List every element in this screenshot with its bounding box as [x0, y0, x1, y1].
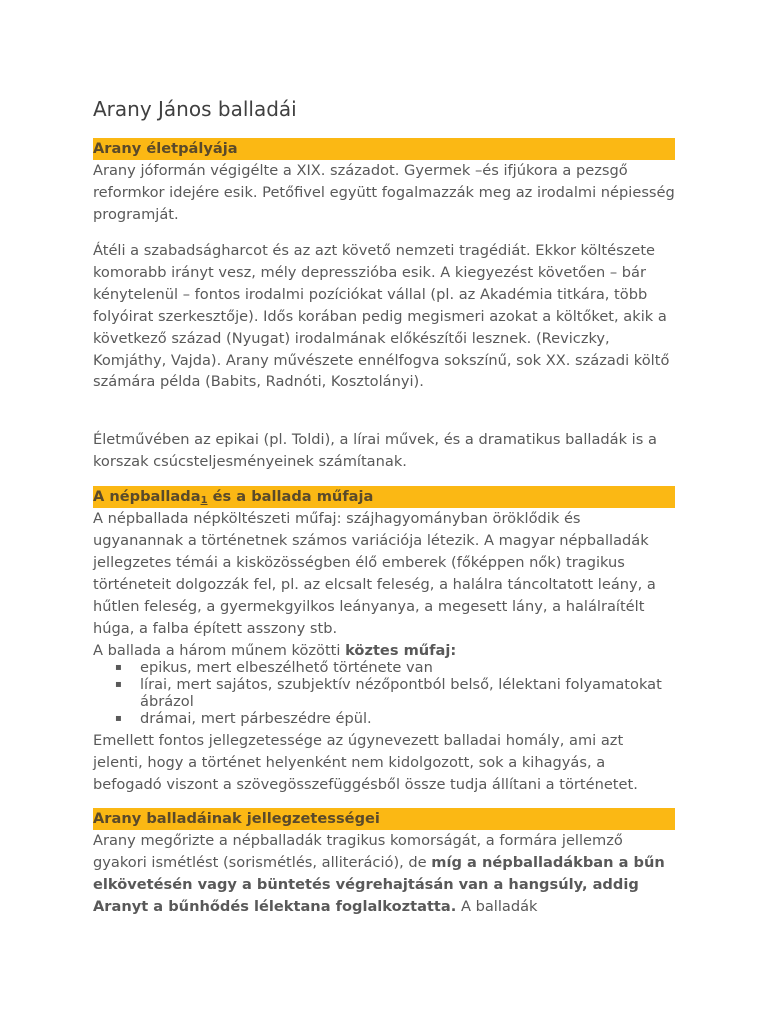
list-item-text: epikus, mert elbeszélhető története van: [140, 659, 433, 676]
bullet-icon: ▪: [115, 679, 122, 690]
heading-text-rest: és a ballada műfaja: [207, 488, 374, 505]
paragraph-text: A ballada a három műnem közötti: [93, 642, 346, 659]
list-item: [93, 659, 675, 676]
heading-text: A népballada: [93, 488, 201, 505]
list-item: [93, 710, 675, 727]
list-item-text: lírai, mert sajátos, szubjektív nézőpontból belső, lélektani folyamatokat ábrázol: [140, 676, 662, 710]
folk-ballad-paragraph-1: A népballada népköltészeti műfaj: szájhagyományban öröklődik és ugyanannak a történetnek számos variációja létezik. A magyar népballadák jellegzetes témái a kisközösségben élő emberek (főképpen nők) tragikus történeteit dolgozzák fel, pl. az elcsalt feleség, a halálra táncoltatott leány, a hűtlen feleség, a gyermekgyilkos leányanya, a megesett lány, a halálraítélt húga, a falba épített asszony stb.: [93, 510, 656, 637]
section-heading-career: Arany életpályája: [93, 138, 675, 160]
document-title: Arany János balladái: [93, 97, 297, 121]
section-heading-arany-ballads: Arany balladáinak jellegzetességei: [93, 808, 675, 830]
paragraph-text: Arany megőrizte a népballadák tragikus komorságát, a formára jellemző gyakori ismétlést (sorismétlés, alliteráció), de: [93, 832, 623, 871]
list-item-text: drámai, mert párbeszédre épül.: [140, 710, 372, 727]
bold-statement: míg a népballadákban a bűn elkövetésén vagy a büntetés végrehajtásán van a hangsúly, addig Aranyt a bűnhődés lélektana foglalkoztatta.: [93, 853, 665, 915]
bold-term: köztes műfaj:: [345, 642, 457, 659]
paragraph-text-end: A balladák: [456, 897, 538, 915]
bullet-icon: ▪: [115, 713, 122, 724]
list-item: [93, 676, 675, 710]
career-paragraph-1: Arany jóformán végigélte a XIX. századot. Gyermek –és ifjúkora a pezsgő reformkor idejére esik. Petőfivel együtt fogalmazzák meg az irodalmi népiesség programját.: [93, 162, 675, 223]
section-heading-folk-ballad: [93, 486, 675, 508]
career-paragraph-3: Életművében az epikai (pl. Toldi), a lírai művek, és a dramatikus balladák is a korszak csúcsteljesményeinek számítanak.: [93, 431, 657, 470]
footnote-reference[interactable]: 1: [200, 495, 208, 506]
folk-ballad-paragraph-3: Emellett fontos jellegzetessége az úgynevezett balladai homály, ami azt jelenti, hogy a történet helyenként nem kidolgozott, sok a kihagyás, a befogadó viszont a szövegösszefüggésből össze tudja állítani a történetet.: [93, 732, 638, 793]
arany-ballads-paragraph-1: [93, 830, 675, 918]
genre-bullet-list: [93, 659, 675, 727]
career-paragraph-2: Átéli a szabadságharcot és az azt követő nemzeti tragédiát. Ekkor költészete komorabb irányt vesz, mély depresszióba esik. A kiegyezést követően – bár kénytelenül – fontos irodalmi pozíciókat vállal (pl. az Akadémia titkára, több folyóirat szerkesztője). Idős korában pedig megismeri azokat a költőket, akik a következő század (Nyugat) irodalmának előkészítői lesznek. (Reviczky, Komjáthy, Vajda). Arany művészete ennélfogva sokszínű, sok XX. századi költő számára példa (Babits, Radnóti, Kosztolányi).: [93, 242, 670, 391]
bullet-icon: ▪: [115, 662, 122, 673]
